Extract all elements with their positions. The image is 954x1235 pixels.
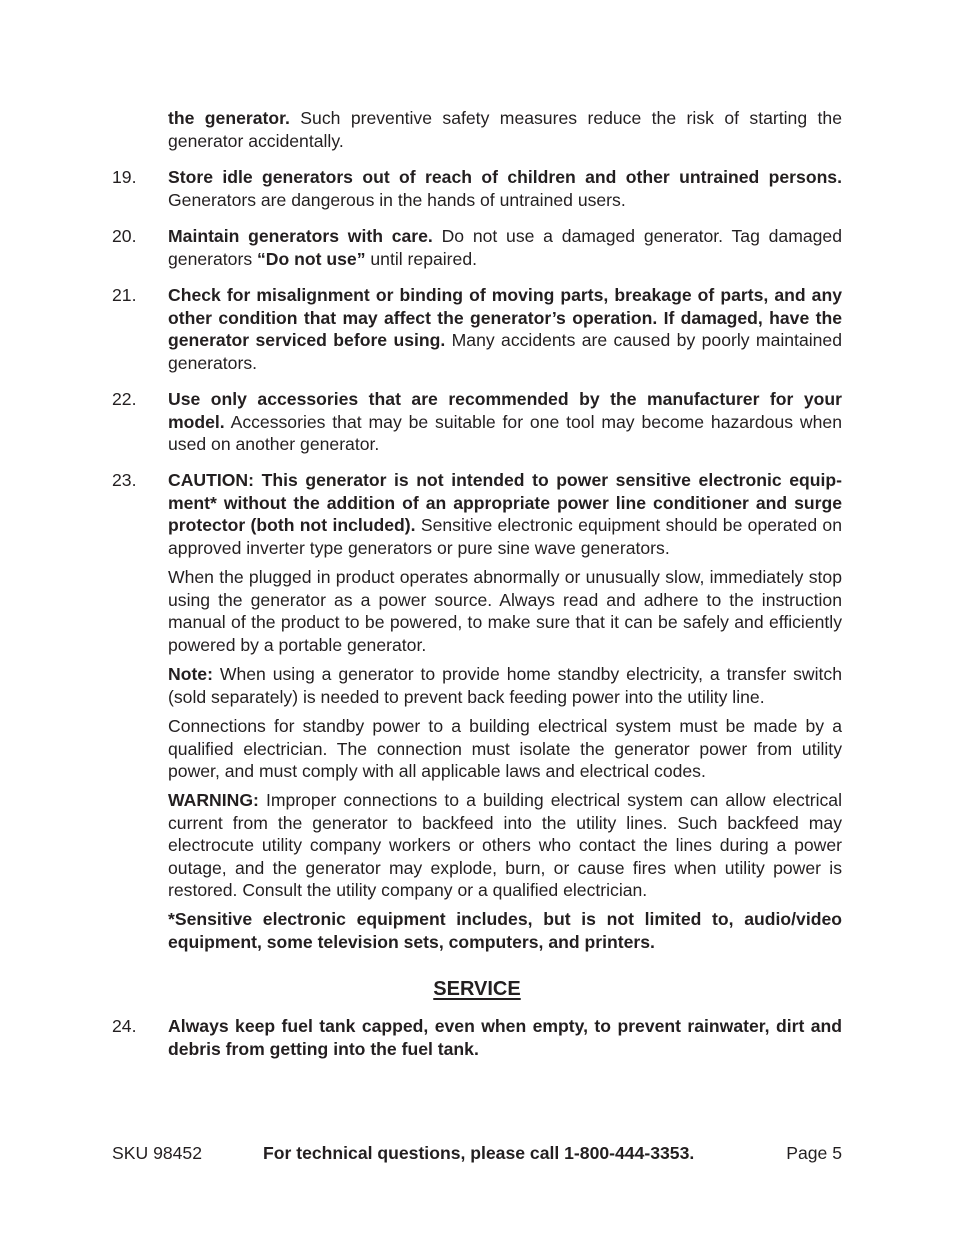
- item-19-body: [168, 166, 842, 211]
- service-heading: [0, 977, 954, 1001]
- item-21-bold: Check for misalignment or binding of moving parts, breakage of parts, and any other condition that may affect the generator’s operation. If damaged, have the generator serviced before using.: [168, 285, 842, 350]
- item-20-bold: Maintain generators with care.: [168, 226, 433, 246]
- item-18-bold: the generator.: [168, 108, 290, 128]
- note-text: When using a generator to provide home standby electricity, a transfer switch (sold separately) is needed to prevent back feeding power into the utility line.: [168, 664, 842, 707]
- item-23-caution: CAUTION: This generator is not intended to power sensitive electronic equip-ment* without the addition of an appropriate power line conditioner and surge protector (both not included).: [168, 470, 842, 535]
- item-18-text: Such preventive safety measures reduce the risk of starting the generator accidentally.: [168, 108, 843, 151]
- footer-sku: SKU 98452: [112, 1143, 202, 1163]
- item-23-note: [168, 663, 842, 708]
- item-22-text: Accessories that may be suitable for one tool may become hazardous when used on another generator.: [168, 411, 842, 454]
- item-20-text: Do not use a damaged generator. Tag damaged generators: [168, 226, 842, 269]
- item-23-paragraph-2: When the plugged in product operates abnormally or unusually slow, immediately stop using the generator as a power source. Always read and adhere to the instruction manual of the product to be powered, to make sure that it can be safely and efficiently powered by a portable generator.: [168, 567, 842, 655]
- item-19-number: 19.: [112, 167, 137, 187]
- service-heading-text: SERVICE: [433, 978, 521, 1000]
- item-20-number: 20.: [112, 226, 137, 246]
- footer-page-number: Page 5: [786, 1143, 842, 1163]
- item-21-number: 21.: [112, 285, 137, 305]
- warning-label: WARNING:: [168, 790, 259, 810]
- footer-phone-note: For technical questions, please call 1-800-444-3353.: [263, 1143, 695, 1163]
- item-20-do-not-use: “Do not use”: [257, 248, 366, 269]
- item-22-bold: Use only accessories that are recommended by the manufacturer for your model.: [168, 389, 842, 432]
- item-19-text: Generators are dangerous in the hands of untrained users.: [168, 189, 626, 210]
- item-22-body: [168, 388, 842, 456]
- item-23-paragraph-4: Connections for standby power to a building electrical system must be made by a qualified electrician. The connection must isolate the generator power from utility power, and must comply with all applicable laws and electrical codes.: [168, 716, 842, 781]
- item-23-number: 23.: [112, 470, 137, 490]
- item-22-number: 22.: [112, 389, 137, 409]
- item-24-number: 24.: [112, 1016, 137, 1036]
- item-24-body: Always keep fuel tank capped, even when empty, to prevent rainwater, dirt and debris from getting into the fuel tank.: [168, 1016, 842, 1059]
- item-21-text: Many accidents are caused by poorly maintained generators.: [168, 330, 842, 373]
- item-23-text: Sensitive electronic equipment should be operated on approved inverter type generators or pure sine wave generators.: [168, 515, 842, 558]
- item-21-body: [168, 284, 842, 374]
- item-23-warning: [168, 789, 842, 902]
- item-20-text-end: until repaired.: [365, 248, 477, 269]
- note-label: Note:: [168, 664, 213, 684]
- item-23-footnote: *Sensitive electronic equipment includes, but is not limited to, audio/video equipment, some television sets, computers, and printers.: [168, 909, 842, 952]
- item-20-body: [168, 225, 842, 270]
- warning-text: Improper connections to a building electrical system can allow electrical current from the generator to backfeed into the utility lines. Such backfeed may electrocute utility company workers or others who contact the lines during a power outage, and the generator may explode, burn, or cause fires when utility power is restored. Consult the utility company or a qualified electrician.: [168, 790, 842, 900]
- item-23-body: [168, 469, 842, 559]
- item-19-bold: Store idle generators out of reach of children and other untrained persons.: [168, 167, 842, 187]
- item-18-continuation: [168, 107, 842, 152]
